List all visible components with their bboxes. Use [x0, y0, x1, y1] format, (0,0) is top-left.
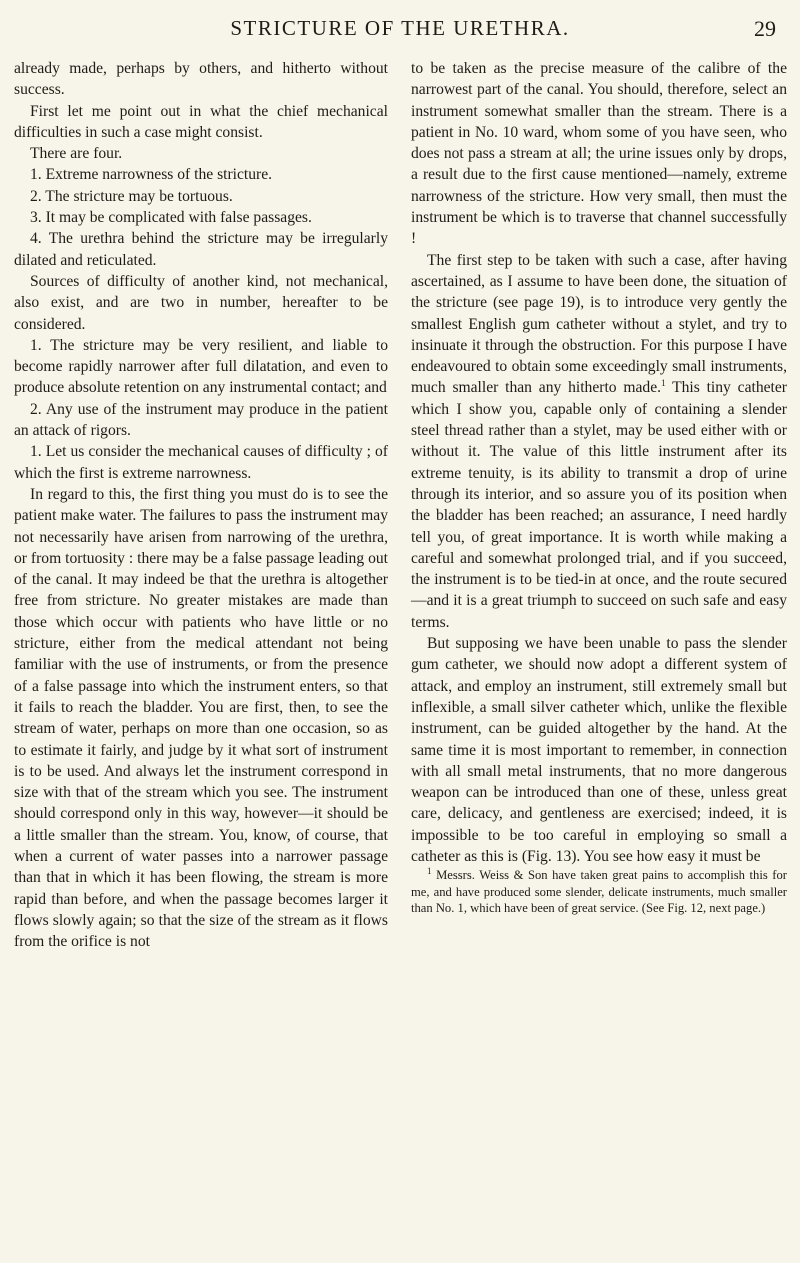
paragraph: to be taken as the precise measure of the calibre of the narrowest part of the canal. You should, therefore, select an instrument somewhat smaller than the stream. There is a patient in No. 10 ward, whom some of you have seen, who does not pass a stream at all; the urine issues only by drops, a result due to the first cause mentioned—namely, extreme narrowness of the stricture. How very small, then must the instrument be which is to traverse that channel successfully !	[411, 60, 787, 248]
list-item: 2. Any use of the instrument may produce in the patient an attack of rigors.	[14, 400, 388, 440]
paragraph: There are four.	[30, 145, 123, 163]
list-item: 4. The urethra behind the stricture may be irregularly dilated and reticulated.	[14, 230, 388, 269]
left-column	[14, 58, 388, 952]
right-column	[411, 58, 787, 917]
running-head: STRICTURE OF THE URETHRA.	[230, 16, 570, 40]
paragraph: already made, perhaps by others, and hitherto without success.	[14, 60, 388, 99]
list-item: 2. The stricture may be tortuous.	[30, 187, 233, 205]
paragraph: First let me point out in what the chief mechanical difficulties in such a case might consist.	[14, 102, 388, 141]
list-item: 1. The stricture may be very resilient, and liable to become rapidly narrower after full dilatation, and even to produce absolute retention on any instrumental contact; and	[14, 336, 388, 397]
footnote-number: 1	[427, 866, 432, 877]
footnote-text: Messrs. Weiss & Son have taken great pains to accomplish this for me, and have produced some slender, delicate instruments, much smaller than No. 1, which have been of great service. (See Fig. 12, next page.)	[411, 868, 787, 916]
list-item: 3. It may be complicated with false passages.	[30, 209, 312, 227]
paragraph-text: This tiny catheter which I show you, capable only of containing a slender steel thread rather than a stylet, may be used either with or without it. The value of this little instrument after its extreme tenuity, is its ability to transmit a drop of urine through its interior, and so assure you of its position when the bladder has been reached; an assurance, I need hardly tell you, of great importance. It is worth while making a careful and somewhat prolonged trial, and if you succeed, the instrument is to be tied-in at once, and the route secured—and it is a great triumph to succeed on such safe and easy terms.	[411, 379, 787, 631]
page-number: 29	[754, 16, 776, 41]
footnote-marker: 1	[661, 378, 666, 389]
paragraph-text: The first step to be taken with such a case, after having ascertained, as I assume to have been done, the situation of the stricture (see page 19), is to introduce very gently the smallest English gum catheter without a stylet, and try to insinuate it through the obstruction. For this purpose I have endeavoured to obtain some exceedingly small instruments, much smaller than any hitherto made.	[411, 251, 787, 397]
paragraph: But supposing we have been unable to pass the slender gum catheter, we should now adopt a different system of attack, and employ an instrument, still extremely small but inflexible, a small silver catheter which, unlike the flexible instrument, can be guided altogether by the hand. At the same time it is most important to remember, in connection with all small metal instruments, that no more dangerous weapon can be introduced than one of these, unless great care, delicacy, and gentleness are exercised; indeed, it is impossible to be too careful in employing so small a catheter as this is (Fig. 13). You see how easy it must be	[411, 635, 787, 865]
list-item: 1. Extreme narrowness of the stricture.	[30, 166, 273, 184]
paragraph: Sources of difficulty of another kind, not mechanical, also exist, and are two in number, hereafter to be considered.	[14, 272, 388, 333]
paragraph	[411, 250, 787, 633]
footnote	[411, 867, 787, 917]
paragraph: In regard to this, the first thing you must do is to see the patient make water. The failures to pass the instrument may not necessarily have arisen from narrowing of the urethra, or from tortuosity : there may be a false passage leading out of the canal. It may indeed be that the urethra is altogether free from stricture. No greater mistakes are made than those which occur with patients who have little or no stricture, either from the medical attendant not being familiar with the use of instruments, or from the presence of a false passage into which the instrument enters, so that it fails to reach the bladder. You are first, then, to see the stream of water, perhaps on more than one occasion, so as to estimate it fairly, and judge by it what sort of instrument is to be used. And always let the instrument correspond in size with that of the stream which you see. The instrument should correspond only in this way, however—it should be a little smaller than the stream. You, know, of course, that when a current of water passes into a narrower passage than that in which it has been flowing, the stream is more rapid than before, and when the passage becomes larger it flows slowly again; so that the size of the stream as it flows from the orifice is not	[14, 485, 388, 951]
list-item: 1. Let us consider the mechanical causes of difficulty ; of which the first is extreme narrowness.	[14, 443, 388, 482]
